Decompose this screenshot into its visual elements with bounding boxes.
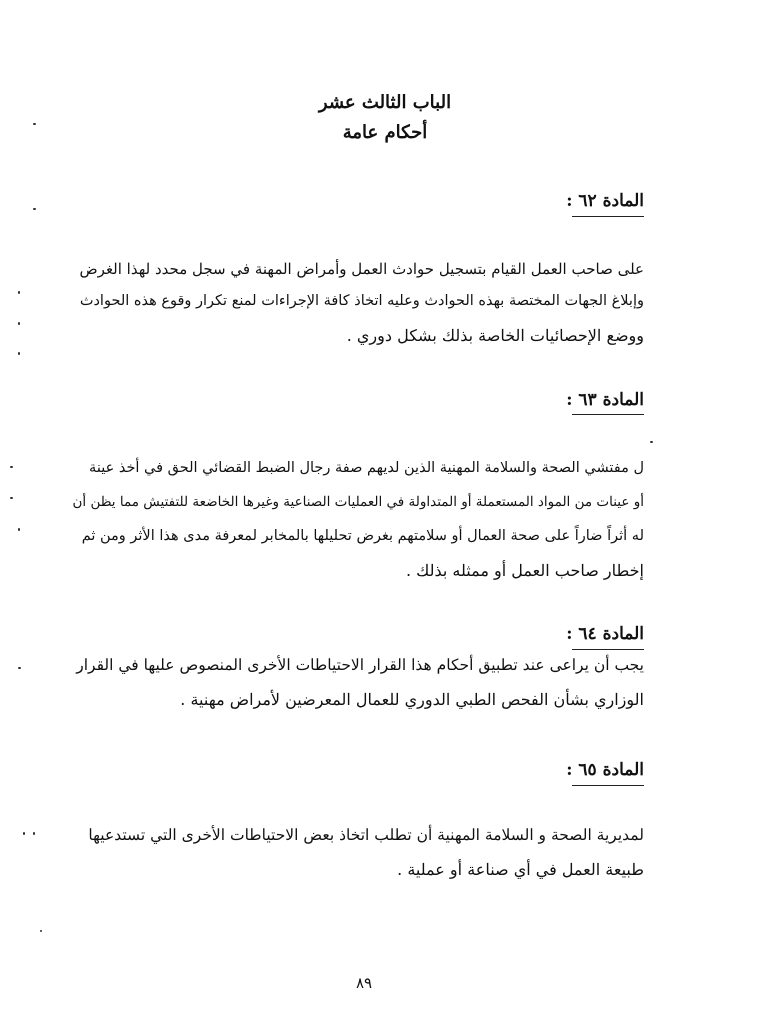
article-65-line-2: طبيعة العمل في أي صناعة أو عملية . <box>397 860 644 879</box>
article-63-line-2: أو عينات من المواد المستعملة أو المتداولة في العمليات الصناعية وغيرها الخاضعة للتفتيش مما يظن أن <box>72 494 644 510</box>
chapter-title: الباب الثالث عشر <box>318 92 452 113</box>
scan-speck <box>10 466 13 468</box>
article-63-line-1: ل مفتشي الصحة والسلامة المهنية الذين لديهم صفة رجال الضبط القضائي الحق في أخذ عينة <box>89 460 644 476</box>
article-62-line-3: ووضع الإحصائيات الخاصة بذلك بشكل دوري . <box>346 326 644 345</box>
article-64-line-1: يجب أن يراعى عند تطبيق أحكام هذا القرار الاحتياطات الأخرى المنصوص عليها في القرار <box>76 656 644 674</box>
page-number: ٨٩ <box>355 974 373 992</box>
article-65-heading: المادة ٦٥ : <box>566 760 644 780</box>
article-64-underline <box>572 649 644 650</box>
article-62-heading: المادة ٦٢ : <box>566 191 644 211</box>
scan-speck <box>18 528 20 531</box>
scan-speck <box>18 352 20 355</box>
scan-speck <box>33 123 36 125</box>
article-63-underline <box>572 414 644 415</box>
article-65-line-1: لمديرية الصحة و السلامة المهنية أن تطلب اتخاذ بعض الاحتياطات الأخرى التي تستدعيها <box>88 826 644 844</box>
article-64-heading: المادة ٦٤ : <box>566 624 644 644</box>
scan-speck <box>40 930 42 932</box>
scan-speck <box>18 322 20 325</box>
article-63-line-4: إخطار صاحب العمل أو ممثله بذلك . <box>405 561 644 580</box>
article-62-underline <box>572 216 644 217</box>
article-62-line-1: على صاحب العمل القيام بتسجيل حوادث العمل وأمراض المهنة في سجل محدد لهذا الغرض <box>79 260 644 278</box>
article-63-heading: المادة ٦٣ : <box>566 390 644 410</box>
scan-speck <box>18 291 20 294</box>
scan-speck <box>650 441 653 443</box>
scan-speck <box>33 832 35 835</box>
scan-speck <box>23 832 25 835</box>
article-63-line-3: له أثراً ضاراً على صحة العمال أو سلامتهم بغرض تحليلها بالمخابر لمعرفة مدى هذا الأثر ومن ثم <box>81 528 644 544</box>
scan-speck <box>10 497 13 499</box>
article-65-underline <box>572 785 644 786</box>
scan-speck <box>18 667 21 669</box>
article-64-line-2: الوزاري بشأن الفحص الطبي الدوري للعمال المعرضين لأمراض مهنية . <box>180 690 644 709</box>
chapter-subtitle: أحكام عامة <box>342 122 428 143</box>
scan-speck <box>33 208 36 210</box>
article-62-line-2: وإبلاغ الجهات المختصة بهذه الحوادث وعليه اتخاذ كافة الإجراءات لمنع تكرار وقوع هذه الحوادث <box>79 293 644 309</box>
